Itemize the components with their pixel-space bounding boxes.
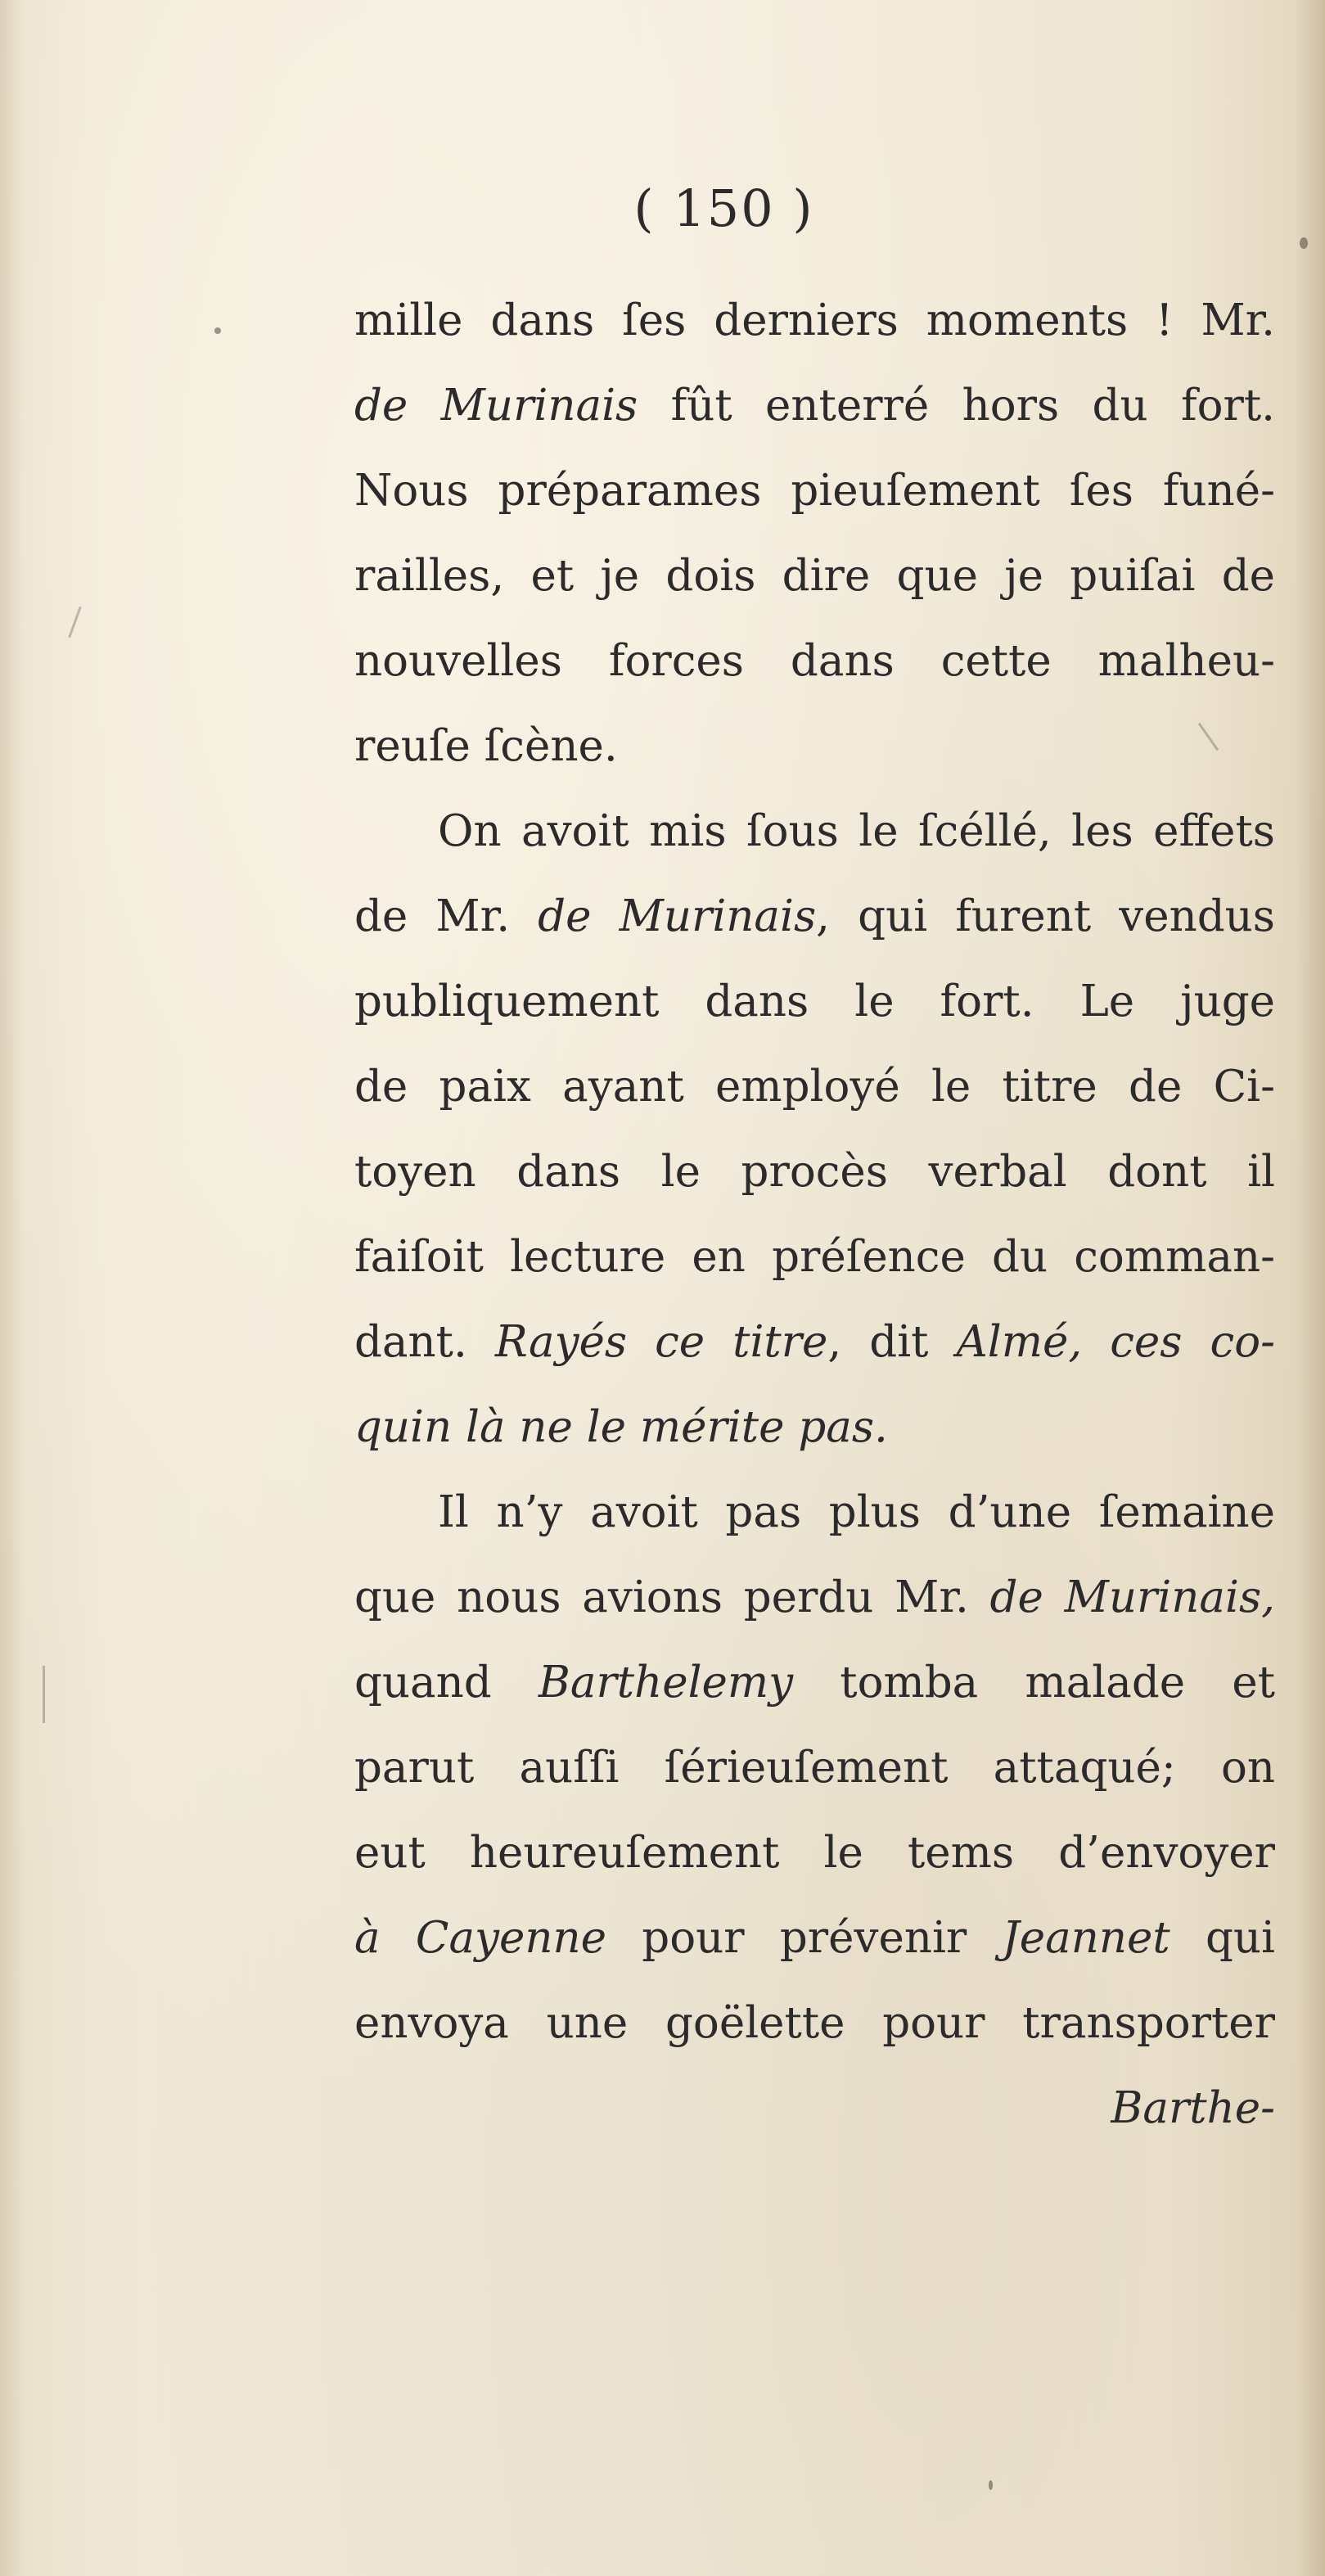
text-segment: envoya une goëlette pour transporter — [354, 1998, 1275, 2048]
ink-speck — [214, 327, 221, 334]
text-line — [354, 619, 1275, 704]
text-line — [354, 1811, 1275, 1896]
text-line — [354, 789, 1275, 874]
text-line — [354, 1130, 1275, 1215]
italic-text: Rayés ce titre — [494, 1317, 828, 1367]
text-segment: , qui furent vendus — [816, 891, 1275, 941]
ink-speck — [1300, 237, 1308, 249]
text-segment: nouvelles forces dans cette malheu- — [354, 636, 1275, 686]
text-segment: tomba malade et — [793, 1658, 1275, 1708]
text-segment: parut auſſi ſérieuſement attaqué; on — [354, 1743, 1275, 1793]
text-line — [354, 1981, 1275, 2066]
text-line — [354, 1215, 1275, 1300]
italic-text: quin là ne le mérite pas. — [354, 1402, 888, 1452]
text-line — [354, 959, 1275, 1044]
text-segment: , dit — [827, 1317, 957, 1367]
text-segment: railles, et je dois dire que je puiſai de — [354, 551, 1275, 601]
text-line — [354, 363, 1275, 449]
text-line — [354, 704, 1275, 789]
text-line — [354, 1385, 1275, 1470]
text-line — [354, 534, 1275, 619]
text-segment: dant. — [354, 1317, 495, 1367]
text-segment: de paix ayant employé le titre de Ci- — [354, 1062, 1275, 1112]
text-segment: faiſoit lecture en préſence du comman- — [354, 1232, 1275, 1282]
text-segment: de Mr. — [354, 891, 539, 941]
paper-mark — [43, 1666, 45, 1723]
italic-text: de Murinais — [354, 381, 638, 431]
body-text — [354, 278, 1275, 2151]
text-line — [354, 278, 1275, 363]
text-segment: On avoit mis ſous le ſcéllé, les effets — [438, 806, 1275, 856]
ink-speck — [989, 2480, 993, 2490]
text-segment: eut heureuſement le tems d’envoyer — [354, 1828, 1275, 1878]
text-line — [354, 1640, 1275, 1726]
italic-text: de Murinais — [538, 891, 817, 941]
text-segment: quand — [354, 1658, 539, 1708]
italic-text: Barthelemy — [538, 1658, 794, 1708]
text-segment: que nous avions perdu Mr. — [354, 1572, 990, 1622]
text-line — [354, 1300, 1275, 1385]
text-line — [354, 1555, 1275, 1640]
text-line — [354, 1726, 1275, 1811]
text-line — [354, 449, 1275, 534]
text-segment: Il n’y avoit pas plus d’une ſemaine — [438, 1487, 1275, 1537]
italic-text: de Murinais, — [989, 1572, 1275, 1622]
text-segment: fût enterré hors du fort. — [638, 381, 1275, 431]
text-line — [354, 1896, 1275, 1981]
page-left-edge — [0, 0, 25, 2576]
italic-text: Almé, ces co- — [956, 1317, 1276, 1367]
text-line — [354, 1470, 1275, 1555]
italic-text: Jeannet — [1002, 1913, 1170, 1963]
text-segment: Nous préparames pieuſement ſes funé- — [354, 466, 1275, 516]
italic-text: à Cayenne — [354, 1913, 606, 1963]
text-segment: qui — [1170, 1913, 1275, 1963]
text-segment: mille dans ſes derniers moments ! Mr. — [354, 295, 1275, 345]
catchword: Barthe- — [1111, 2083, 1275, 2133]
text-line — [354, 1044, 1275, 1130]
text-line — [354, 874, 1275, 959]
text-segment: publiquement dans le fort. Le juge — [354, 977, 1275, 1026]
text-segment: pour prévenir — [606, 1913, 1003, 1963]
text-segment: toyen dans le procès verbal dont il — [354, 1147, 1275, 1197]
page-right-edge — [1296, 0, 1325, 2576]
page-number: ( 150 ) — [633, 178, 814, 238]
paper-mark — [68, 607, 81, 638]
text-segment: reuſe ſcène. — [354, 721, 618, 771]
